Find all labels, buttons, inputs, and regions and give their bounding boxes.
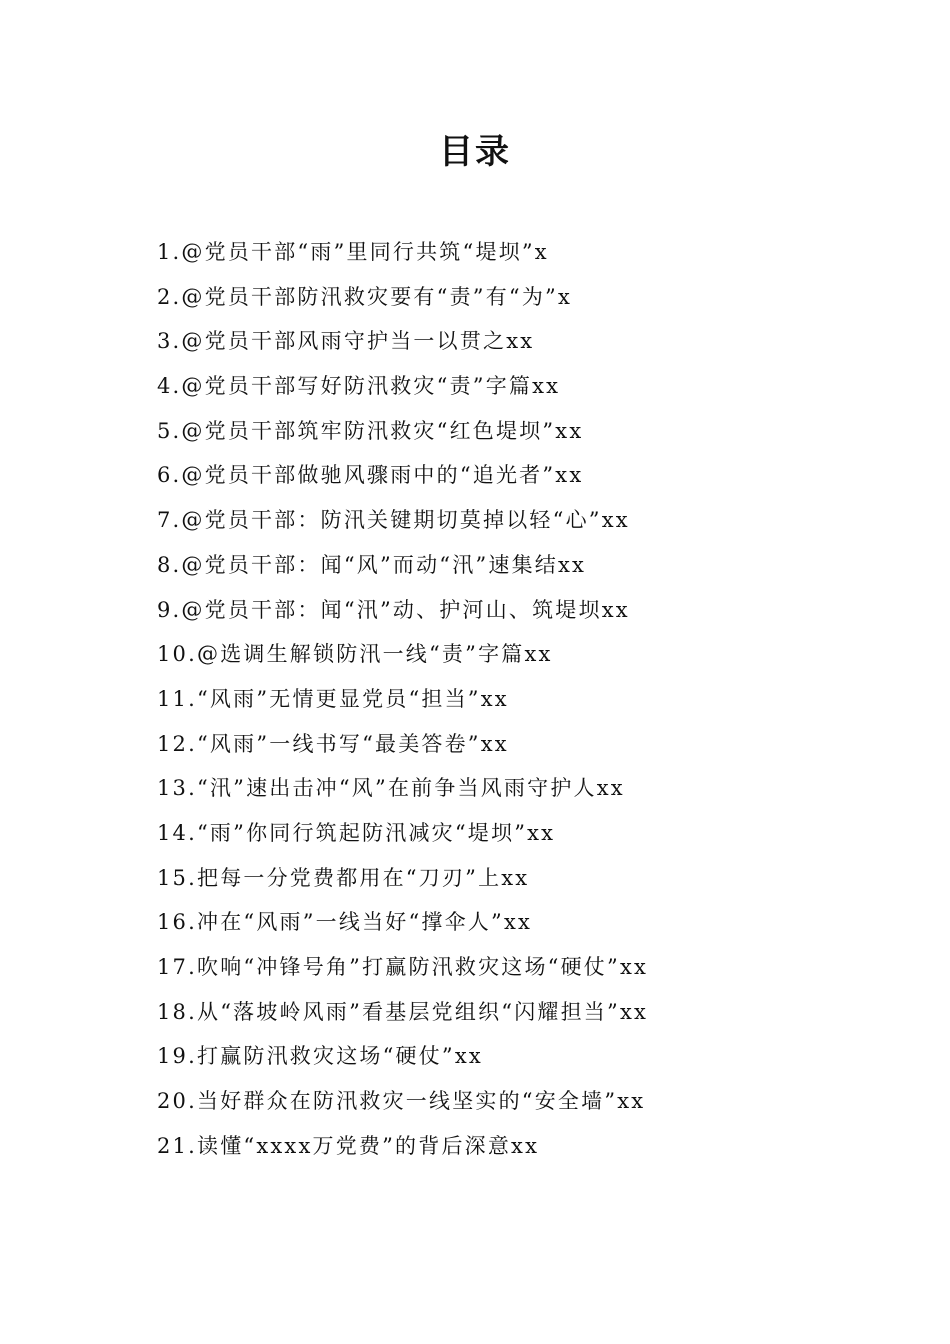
- toc-entry: 6.@党员干部做驰风骤雨中的“追光者”xx: [157, 463, 584, 488]
- toc-entry: 19.打赢防汛救灾这场“硬仗”xx: [157, 1044, 483, 1069]
- toc-entry: 12.“风雨”一线书写“最美答卷”xx: [157, 731, 509, 756]
- toc-entry: 13.“汛”速出击冲“风”在前争当风雨守护人xx: [157, 776, 625, 801]
- toc-entry: 17.吹响“冲锋号角”打赢防汛救灾这场“硬仗”xx: [157, 955, 649, 979]
- toc-entry: 8.@党员干部：闻“风”而动“汛”速集结xx: [157, 552, 587, 577]
- toc-entry: 2.@党员干部防汛救灾要有“责”有“为”x: [157, 284, 573, 309]
- table-of-contents: [157, 236, 857, 1174]
- toc-entry: 3.@党员干部风雨守护当一以贯之xx: [157, 329, 535, 354]
- toc-entry: 16.冲在“风雨”一线当好“撑伞人”xx: [157, 910, 533, 935]
- toc-entry: 5.@党员干部筑牢防汛救灾“红色堤坝”xx: [157, 418, 584, 443]
- toc-entry: 7.@党员干部：防汛关键期切莫掉以轻“心”xx: [157, 508, 630, 533]
- toc-entry: 15.把每一分党费都用在“刀刃”上xx: [157, 865, 530, 890]
- toc-entry: 1.@党员干部“雨”里同行共筑“堤坝”x: [157, 240, 549, 264]
- toc-entry: 18.从“落坡岭风雨”看基层党组织“闪耀担当”xx: [157, 999, 649, 1024]
- toc-entry: 14.“雨”你同行筑起防汛减灾“堤坝”xx: [157, 820, 556, 845]
- page-title: 目录: [439, 132, 511, 172]
- toc-entry: 20.当好群众在防汛救灾一线坚实的“安全墙”xx: [157, 1089, 646, 1114]
- toc-entry: 9.@党员干部：闻“汛”动、护河山、筑堤坝xx: [157, 597, 630, 622]
- toc-entry: 10.@选调生解锁防汛一线“责”字篇xx: [157, 642, 553, 667]
- toc-entry: 21.读懂“xxxx万党费”的背后深意xx: [157, 1133, 540, 1158]
- toc-entry: 4.@党员干部写好防汛救灾“责”字篇xx: [157, 374, 561, 399]
- toc-entry: 11.“风雨”无情更显党员“担当”xx: [157, 686, 509, 711]
